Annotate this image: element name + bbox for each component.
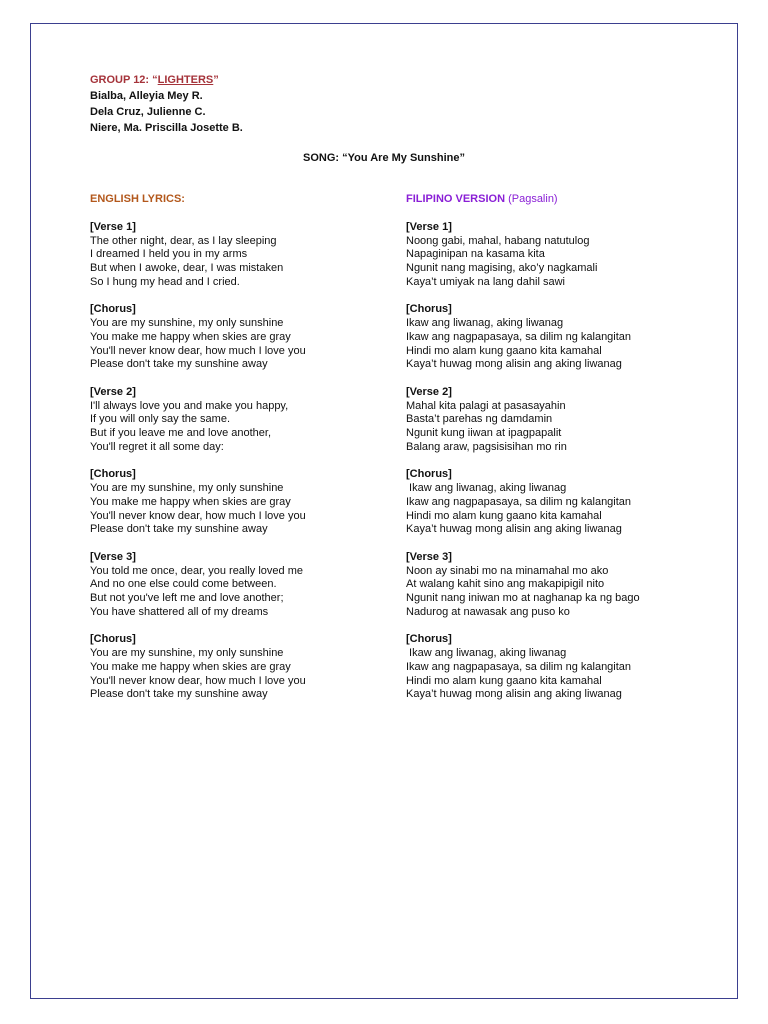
stanza-label: [Chorus]: [406, 303, 452, 316]
filipino-stanzas: [406, 221, 706, 702]
lyrics-stanza: [90, 386, 380, 455]
stanza-label: [Verse 3]: [90, 550, 136, 563]
lyric-line: But not you've left me and love another;: [90, 592, 284, 604]
lyric-line: Nadurog at nawasak ang puso ko: [406, 605, 570, 618]
lyric-line: So I hung my head and I cried.: [90, 275, 240, 288]
lyric-line: Please don't take my sunshine away: [90, 358, 268, 371]
stanza-label: [Chorus]: [90, 303, 136, 316]
lyric-line: At walang kahit sino ang makapipigil nito: [406, 578, 605, 591]
member-name: Bialba, Alleyia Mey R.: [90, 90, 203, 102]
lyric-line: And no one else could come between.: [90, 578, 277, 591]
group-title: [90, 72, 243, 88]
lyric-line: You have shattered all of my dreams: [90, 605, 269, 618]
lyric-line: You are my sunshine, my only sunshine: [90, 317, 284, 329]
lyric-line: Hindi mo alam kung gaano kita kamahal: [406, 509, 602, 522]
lyric-line: Hindi mo alam kung gaano kita kamahal: [406, 674, 602, 687]
lyric-line: Kaya’t umiyak na lang dahil sawi: [406, 275, 565, 288]
lyric-line: Ikaw ang liwanag, aking liwanag: [406, 647, 567, 659]
english-lyrics-heading: ENGLISH LYRICS:: [90, 193, 185, 205]
member-name: Dela Cruz, Julienne C.: [90, 106, 206, 118]
lyric-line: If you will only say the same.: [90, 413, 231, 426]
stanza-label: [Verse 1]: [406, 220, 452, 233]
lyrics-stanza: [406, 303, 706, 372]
lyric-line: You'll regret it all some day:: [90, 440, 224, 453]
lyric-line: Balang araw, pagsisisihan mo rin: [406, 440, 567, 453]
lyric-line: You'll never know dear, how much I love you: [90, 509, 306, 522]
group-title-suffix: ”: [213, 74, 219, 86]
lyric-line: You told me once, dear, you really loved me: [90, 564, 304, 577]
lyric-line: Napaginipan na kasama kita: [406, 248, 545, 261]
lyric-line: Noon ay sinabi mo na minamahal mo ako: [406, 564, 609, 577]
lyric-line: You make me happy when skies are gray: [90, 495, 291, 508]
lyrics-stanza: [90, 468, 380, 537]
lyric-line: Ikaw ang liwanag, aking liwanag: [406, 482, 567, 494]
stanza-label: [Verse 3]: [406, 550, 452, 563]
lyric-line: You'll never know dear, how much I love you: [90, 674, 306, 687]
group-name: LIGHTERS: [157, 74, 214, 86]
lyric-line: Please don't take my sunshine away: [90, 688, 268, 701]
lyric-line: Ngunit nang magising, ako’y nagkamali: [406, 262, 598, 274]
lyric-line: Kaya’t huwag mong alisin ang aking liwanag: [406, 688, 622, 701]
stanza-label: [Verse 2]: [406, 385, 452, 398]
stanza-label: [Chorus]: [406, 468, 452, 481]
stanza-label: [Chorus]: [90, 468, 136, 481]
lyric-line: You'll never know dear, how much I love you: [90, 344, 306, 357]
lyrics-stanza: [90, 551, 380, 620]
lyrics-stanza: [406, 468, 706, 537]
lyric-line: Ngunit nang iniwan mo at naghanap ka ng bago: [406, 592, 640, 604]
song-title: SONG: “You Are My Sunshine”: [303, 152, 465, 164]
lyric-line: Hindi mo alam kung gaano kita kamahal: [406, 344, 602, 357]
lyric-line: I'll always love you and make you happy,: [90, 399, 289, 412]
group-header: [90, 72, 243, 136]
lyric-line: The other night, dear, as I lay sleeping: [90, 234, 277, 247]
lyric-line: Ikaw ang liwanag, aking liwanag: [406, 317, 564, 329]
filipino-lyrics-heading: [406, 193, 706, 207]
filipino-lyrics-column: [406, 193, 706, 716]
lyric-line: You are my sunshine, my only sunshine: [90, 482, 284, 494]
lyric-line: I dreamed I held you in my arms: [90, 248, 248, 261]
lyrics-stanza: [90, 633, 380, 702]
group-title-prefix: GROUP 12: “: [90, 74, 158, 86]
lyrics-stanza: [406, 633, 706, 702]
stanza-label: [Chorus]: [90, 633, 136, 646]
lyrics-stanza: [406, 221, 706, 290]
lyric-line: Noong gabi, mahal, habang natutulog: [406, 234, 590, 247]
filipino-heading-text: FILIPINO VERSION: [406, 193, 509, 205]
lyric-line: Kaya’t huwag mong alisin ang aking liwanag: [406, 523, 622, 536]
lyric-line: Ikaw ang nagpapasaya, sa dilim ng kalangitan: [406, 660, 632, 673]
lyric-line: But if you leave me and love another,: [90, 427, 272, 439]
lyric-line: Please don't take my sunshine away: [90, 523, 268, 536]
lyric-line: You are my sunshine, my only sunshine: [90, 647, 284, 659]
english-stanzas: [90, 221, 380, 702]
stanza-label: [Verse 2]: [90, 385, 136, 398]
lyric-line: Basta’t parehas ng damdamin: [406, 413, 553, 426]
stanza-label: [Verse 1]: [90, 220, 136, 233]
lyric-line: Ngunit kung iiwan at ipagpapalit: [406, 427, 562, 439]
filipino-heading-paren: (Pagsalin): [508, 193, 558, 205]
lyrics-stanza: [406, 551, 706, 620]
lyric-line: Kaya’t huwag mong alisin ang aking liwanag: [406, 358, 622, 371]
lyrics-stanza: [90, 303, 380, 372]
english-lyrics-column: [90, 193, 380, 716]
lyrics-stanza: [406, 386, 706, 455]
lyric-line: Ikaw ang nagpapasaya, sa dilim ng kalangitan: [406, 330, 632, 343]
lyric-line: But when I awoke, dear, I was mistaken: [90, 262, 284, 274]
lyric-line: Ikaw ang nagpapasaya, sa dilim ng kalangitan: [406, 495, 632, 508]
lyric-line: You make me happy when skies are gray: [90, 660, 291, 673]
lyrics-stanza: [90, 221, 380, 290]
lyric-line: Mahal kita palagi at pasasayahin: [406, 399, 566, 412]
member-name: Niere, Ma. Priscilla Josette B.: [90, 122, 243, 134]
lyric-line: You make me happy when skies are gray: [90, 330, 291, 343]
stanza-label: [Chorus]: [406, 633, 452, 646]
